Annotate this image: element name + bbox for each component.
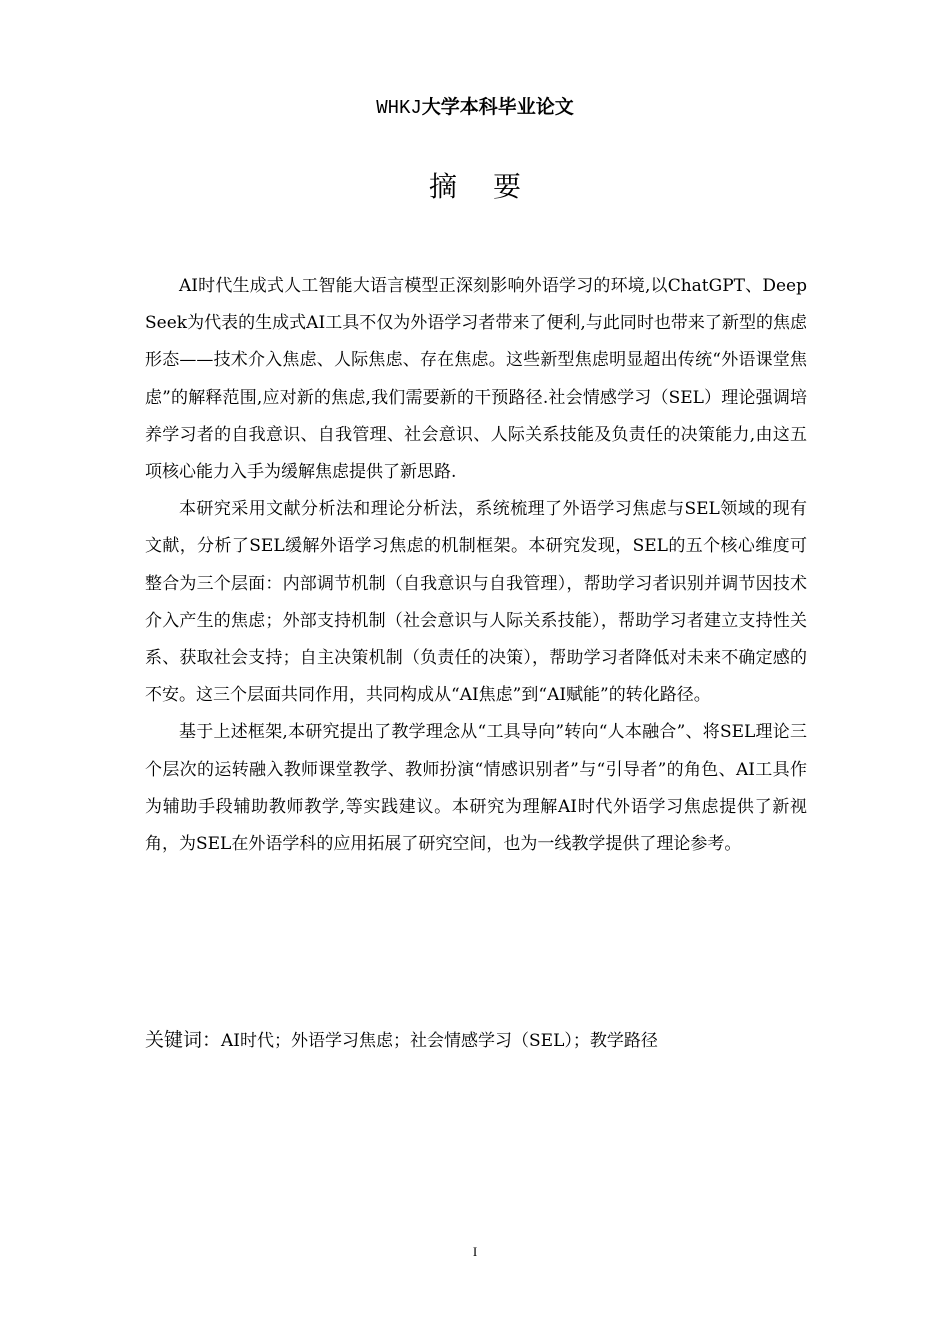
header-code: WHKJ — [376, 97, 422, 119]
abstract-paragraph-1: AI时代生成式人工智能大语言模型正深刻影响外语学习的环境,以ChatGPT、DeepSeek为代表的生成式AI工具不仅为外语学习者带来了便利,与此同时也带来了新型的焦虑形态——技术介入焦虑、人际焦虑、存在焦虑。这些新型焦虑明显超出传统“外语课堂焦虑”的解释范围,应对新的焦虑,我们需要新的干预路径.社会情感学习（SEL）理论强调培养学习者的自我意识、自我管理、社会意识、人际关系技能及负责任的决策能力,由这五项核心能力入手为缓解焦虑提供了新思路. — [145, 276, 807, 483]
keywords-text: AI时代；外语学习焦虑；社会情感学习（SEL）；教学路径 — [221, 1031, 658, 1051]
page-header — [0, 94, 950, 121]
keywords-label: 关键词： — [145, 1029, 222, 1051]
keywords-line — [145, 1023, 807, 1058]
header-title: 大学本科毕业论文 — [421, 96, 574, 118]
abstract-title: 摘要 — [428, 170, 557, 203]
page-number: I — [472, 1244, 478, 1259]
abstract-paragraph-2: 本研究采用文献分析法和理论分析法，系统梳理了外语学习焦虑与SEL领域的现有文献，分析了SEL缓解外语学习焦虑的机制框架。本研究发现，SEL的五个核心维度可整合为三个层面：内部调节机制（自我意识与自我管理），帮助学习者识别并调节因技术介入产生的焦虑；外部支持机制（社会意识与人际关系技能），帮助学习者建立支持性关系、获取社会支持；自主决策机制（负责任的决策），帮助学习者降低对未来不确定感的不安。这三个层面共同作用，共同构成从“AI焦虑”到“AI赋能”的转化路径。 — [145, 499, 807, 706]
abstract-body — [145, 268, 807, 863]
abstract-paragraph-3: 基于上述框架,本研究提出了教学理念从“工具导向”转向“人本融合”、将SEL理论三个层次的运转融入教师课堂教学、教师扮演“情感识别者”与“引导者”的角色、AI工具作为辅助手段辅助教师教学,等实践建议。本研究为理解AI时代外语学习焦虑提供了新视角，为SEL在外语学科的应用拓展了研究空间，也为一线教学提供了理论参考。 — [145, 722, 807, 855]
